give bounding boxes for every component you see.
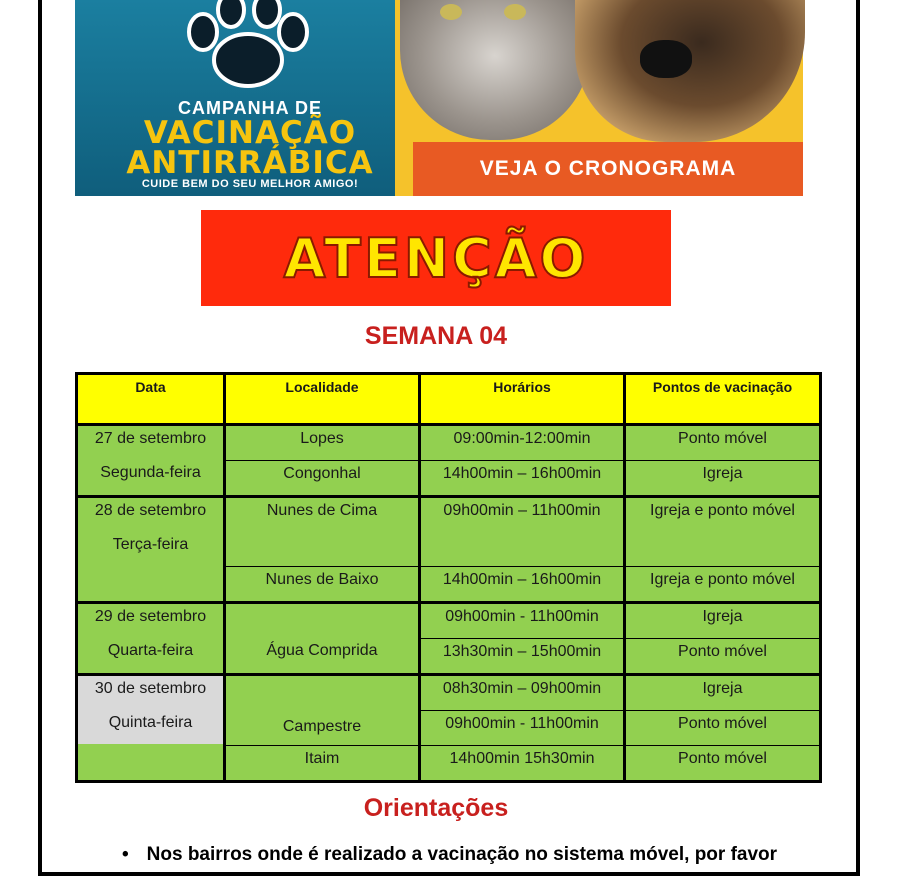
orientation-bullet	[122, 844, 822, 866]
vaccination-schedule-table	[75, 372, 822, 783]
banner-tagline: CUIDE BEM DO SEU MELHOR AMIGO!	[141, 178, 359, 190]
weekday-text: Quarta-feira	[107, 642, 194, 659]
table-header-row	[77, 374, 821, 425]
bullet-text: Nos bairros onde é realizado a vacinação no sistema móvel, por favor	[146, 844, 778, 865]
table-row	[77, 425, 821, 461]
table-row	[77, 603, 821, 639]
point-cell: Igreja e ponto móvel	[625, 567, 821, 603]
weekday-text: Quinta-feira	[78, 710, 223, 744]
location-cell: Campestre	[225, 675, 420, 746]
banner-heading-vacinacao: VACINAÇÃO	[143, 115, 357, 151]
point-cell: Igreja e ponto móvel	[625, 497, 821, 567]
header-time: Horários	[420, 374, 625, 425]
location-cell: Lopes	[225, 425, 420, 461]
point-cell: Ponto móvel	[625, 711, 821, 746]
banner-heading-antirrabica: ANTIRRÁBICA	[126, 145, 374, 181]
cat-eye-right	[504, 4, 526, 20]
header-vaccination-point: Pontos de vacinação	[625, 374, 821, 425]
dog-nose	[640, 40, 692, 78]
time-cell: 08h30min – 09h00min	[420, 675, 625, 711]
cronograma-banner-label: VEJA O CRONOGRAMA	[413, 142, 803, 196]
time-cell: 09h00min – 11h00min	[420, 497, 625, 567]
table-row	[77, 675, 821, 711]
point-cell: Ponto móvel	[625, 425, 821, 461]
location-cell: Itaim	[225, 746, 420, 782]
time-cell: 14h00min – 16h00min	[420, 567, 625, 603]
date-text: 30 de setembro	[78, 676, 223, 710]
time-cell: 09:00min-12:00min	[420, 425, 625, 461]
date-cell	[77, 603, 225, 675]
cat-eye-left	[440, 4, 462, 20]
time-cell: 14h00min – 16h00min	[420, 461, 625, 497]
weekday-text: Segunda-feira	[100, 464, 201, 481]
location-cell: Congonhal	[225, 461, 420, 497]
attention-heading: ATENÇÃO	[201, 210, 671, 306]
point-cell: Ponto móvel	[625, 639, 821, 675]
time-cell: 13h30min – 15h00min	[420, 639, 625, 675]
location-cell: Nunes de Baixo	[225, 567, 420, 603]
location-cell: Nunes de Cima	[225, 497, 420, 567]
point-cell: Igreja	[625, 603, 821, 639]
week-title: SEMANA 04	[364, 322, 508, 350]
date-text: 29 de setembro	[94, 608, 207, 625]
date-cell	[77, 425, 225, 497]
header-location: Localidade	[225, 374, 420, 425]
point-cell: Ponto móvel	[625, 746, 821, 782]
date-cell	[77, 675, 225, 782]
paw-icon	[173, 0, 323, 90]
header-date: Data	[77, 374, 225, 425]
date-cell	[77, 497, 225, 603]
banner-heading-small: CAMPANHA DE	[178, 98, 322, 118]
location-cell: Água Comprida	[225, 603, 420, 675]
point-cell: Igreja	[625, 461, 821, 497]
time-cell: 09h00min - 11h00min	[420, 603, 625, 639]
time-cell: 14h00min 15h30min	[420, 746, 625, 782]
point-cell: Igreja	[625, 675, 821, 711]
bullet-icon: •	[122, 844, 129, 865]
orientations-title: Orientações	[363, 794, 509, 822]
time-cell: 09h00min - 11h00min	[420, 711, 625, 746]
date-text: 28 de setembro	[94, 502, 207, 519]
weekday-text: Terça-feira	[112, 536, 189, 553]
date-text: 27 de setembro	[94, 430, 207, 447]
table-row	[77, 497, 821, 567]
